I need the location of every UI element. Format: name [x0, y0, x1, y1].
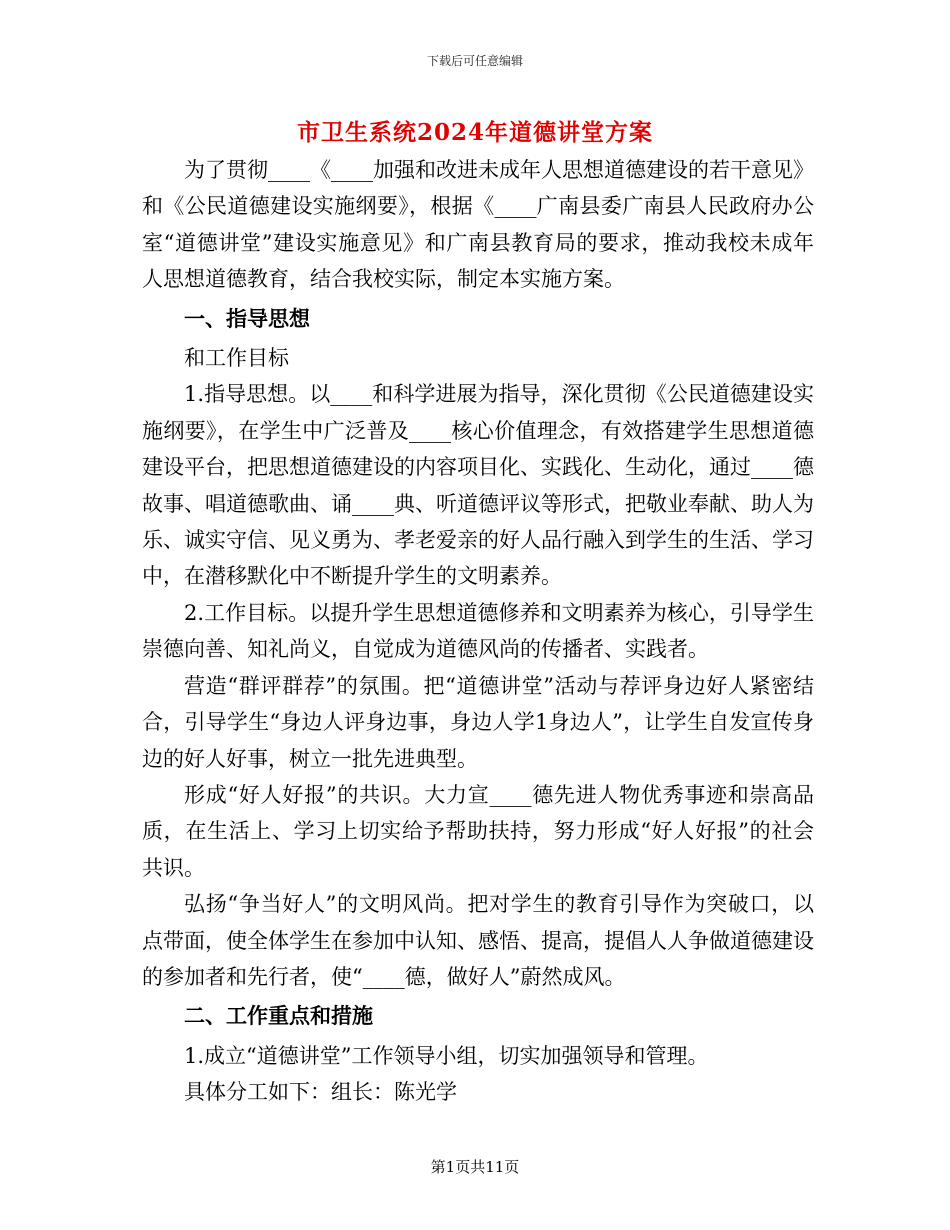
section-heading-2: 二、工作重点和措施 — [184, 1003, 373, 1029]
page-header: 下载后可任意编辑 — [426, 54, 523, 68]
page-footer: 第1页共11页 — [430, 1158, 520, 1176]
leadership-group-paragraph: 1.成立“道德讲堂”工作领导小组，切实加强领导和管理。 — [184, 1043, 709, 1068]
document-body — [142, 152, 814, 1111]
consensus-paragraph: 形成“好人好报”的共识。大力宣____德先进人物优秀事迹和崇高品质，在生活上、学习上切实给予帮助扶持，努力形成“好人好报”的社会共识。 — [142, 782, 814, 880]
section-heading-1: 一、指导思想 — [184, 305, 310, 331]
atmosphere-paragraph: 营造“群评群荐”的氛围。把“道德讲堂”活动与荐评身边好人紧密结合，引导学生“身边人评身边事，身边人学1身边人”，让学生自发宣传身边的好人好事，树立一批先进典型。 — [142, 673, 814, 771]
section-heading-1-continued: 和工作目标 — [184, 346, 289, 371]
division-paragraph: 具体分工如下：组长：陈光学 — [184, 1080, 457, 1105]
ethos-paragraph: 弘扬“争当好人”的文明风尚。把对学生的教育引导作为突破口，以点带面，使全体学生在参加中认知、感悟、提高，提倡人人争做道德建设的参加者和先行者，使“____德，做好人”蔚然成风。 — [142, 892, 814, 989]
work-goal-paragraph: 2.工作目标。以提升学生思想道德修养和文明素养为核心，引导学生崇德向善、知礼尚义，自觉成为道德风尚的传播者、实践者。 — [142, 600, 814, 662]
guiding-ideology-paragraph: 1.指导思想。以____和科学进展为指导，深化贯彻《公民道德建设实施纲要》，在学生中广泛普及____核心价值理念，有效搭建学生思想道德建设平台，把思想道德建设的内容项目化、实践化、生动化，通过____德故事、唱道德歌曲、诵____典、听道德评议等形式，把敬业奉献、助人为乐、诚实守信、见义勇为、孝老爱亲的好人品行融入到学生的生活、学习中，在潜移默化中不断提升学生的文明素养。 — [142, 382, 814, 589]
document-title: 市卫生系统2024年道德讲堂方案 — [296, 119, 653, 146]
intro-paragraph: 为了贯彻____《____加强和改进未成年人思想道德建设的若干意见》和《公民道德建设实施纲要》，根据《____广南县委广南县人民政府办公室“道德讲堂”建设实施意见》和广南县教育局的要求，推动我校未成年人思想道德教育，结合我校实际，制定本实施方案。 — [142, 158, 814, 292]
